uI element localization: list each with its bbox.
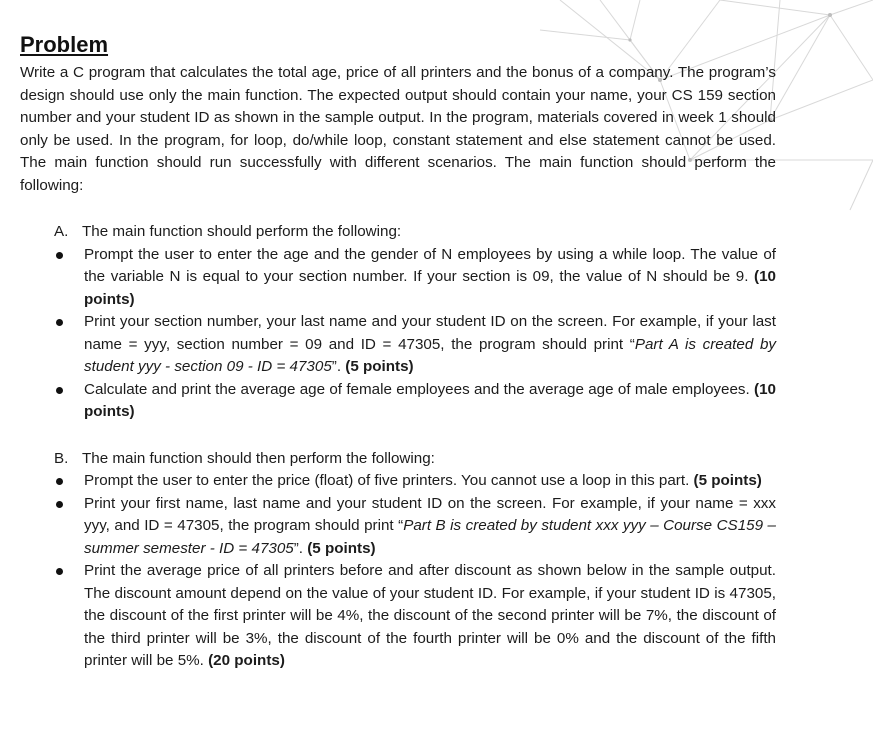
item-example-output: Part B is created by student xxx yyy – Course CS159 – summer semester - ID = 47305: [84, 517, 776, 557]
part-b-letter: B.: [54, 449, 69, 467]
part-a-heading-row: [54, 221, 776, 244]
item-text: Print your section number, your last name and your student ID on the screen. For example, if your last name = yyy, section number = 09 and ID = 47305, the program should print “: [84, 313, 776, 353]
part-a-list: [20, 244, 776, 424]
item-text: Calculate and print the average age of female employees and the average age of male employees.: [84, 380, 755, 398]
item-points: (5 points): [307, 539, 376, 557]
bullet-icon: [56, 568, 63, 575]
item-points: (5 points): [345, 358, 414, 375]
bullet-icon: [56, 478, 63, 485]
item-text-after: ”.: [293, 539, 308, 557]
item-text: Print the average price of all printers before and after discount as shown below in the sample output. The discount amount depend on the value of your student ID. For example, if your student ID is 47305, the discount of the first printer will be 4%, the discount of the second printer will be 7%, the discount of the third printer will be 3%, the discount of the fourth printer will be 0% and the discount of the fifth printer will be 5%.: [84, 562, 776, 669]
item-points: (5 points): [693, 472, 762, 489]
bullet-icon: [56, 319, 63, 326]
bullet-icon: [56, 501, 63, 508]
problem-intro: Write a C program that calculates the total age, price of all printers and the bonus of a company. The program’s design should use only the main function. The expected output should contain your name, your CS 159 section number and your student ID as shown in the sample output. In the program, materials covered in week 1 should only be used. In the program, for loop, do/while loop, constant statement and else statement cannot be used. The main function should run successfully with different scenarios. The main function should perform the following:: [20, 64, 776, 194]
item-text: Prompt the user to enter the price (float) of five printers. You cannot use a loop in this part.: [84, 472, 694, 489]
part-b-item: [84, 493, 776, 561]
part-a-letter: A.: [54, 223, 69, 240]
part-b-list: [20, 470, 776, 673]
item-text-after: ”.: [331, 358, 346, 375]
item-example-output: Part A is created by student yyy - section 09 - ID = 47305: [84, 335, 776, 375]
part-b-heading: The main function should then perform the following:: [82, 449, 435, 467]
part-b-item: [84, 560, 776, 673]
part-a-item: [84, 311, 776, 379]
part-a-item: [84, 379, 776, 424]
item-points: (20 points): [208, 652, 285, 669]
item-text: Print your first name, last name and your student ID on the screen. For example, if your name = xxx yyy, and ID = 47305, the program should print “: [84, 494, 776, 534]
part-a-heading: The main function should perform the following:: [82, 223, 402, 240]
item-text: Prompt the user to enter the age and the gender of N employees by using a while loop. The value of the variable N is equal to your section number. If your section is 09, the value of N should be 9.: [84, 245, 776, 285]
bullet-icon: [56, 387, 63, 394]
part-b-item: [84, 470, 776, 493]
item-points: (10 points): [84, 268, 776, 308]
item-points: (10 points): [84, 380, 776, 420]
part-a-item: [84, 244, 776, 312]
problem-document: [20, 30, 776, 673]
part-a-section: [54, 221, 776, 244]
part-b-section: [54, 448, 776, 471]
problem-title: Problem: [20, 32, 109, 57]
part-b-heading-row: [54, 448, 776, 471]
bullet-icon: [56, 252, 63, 259]
